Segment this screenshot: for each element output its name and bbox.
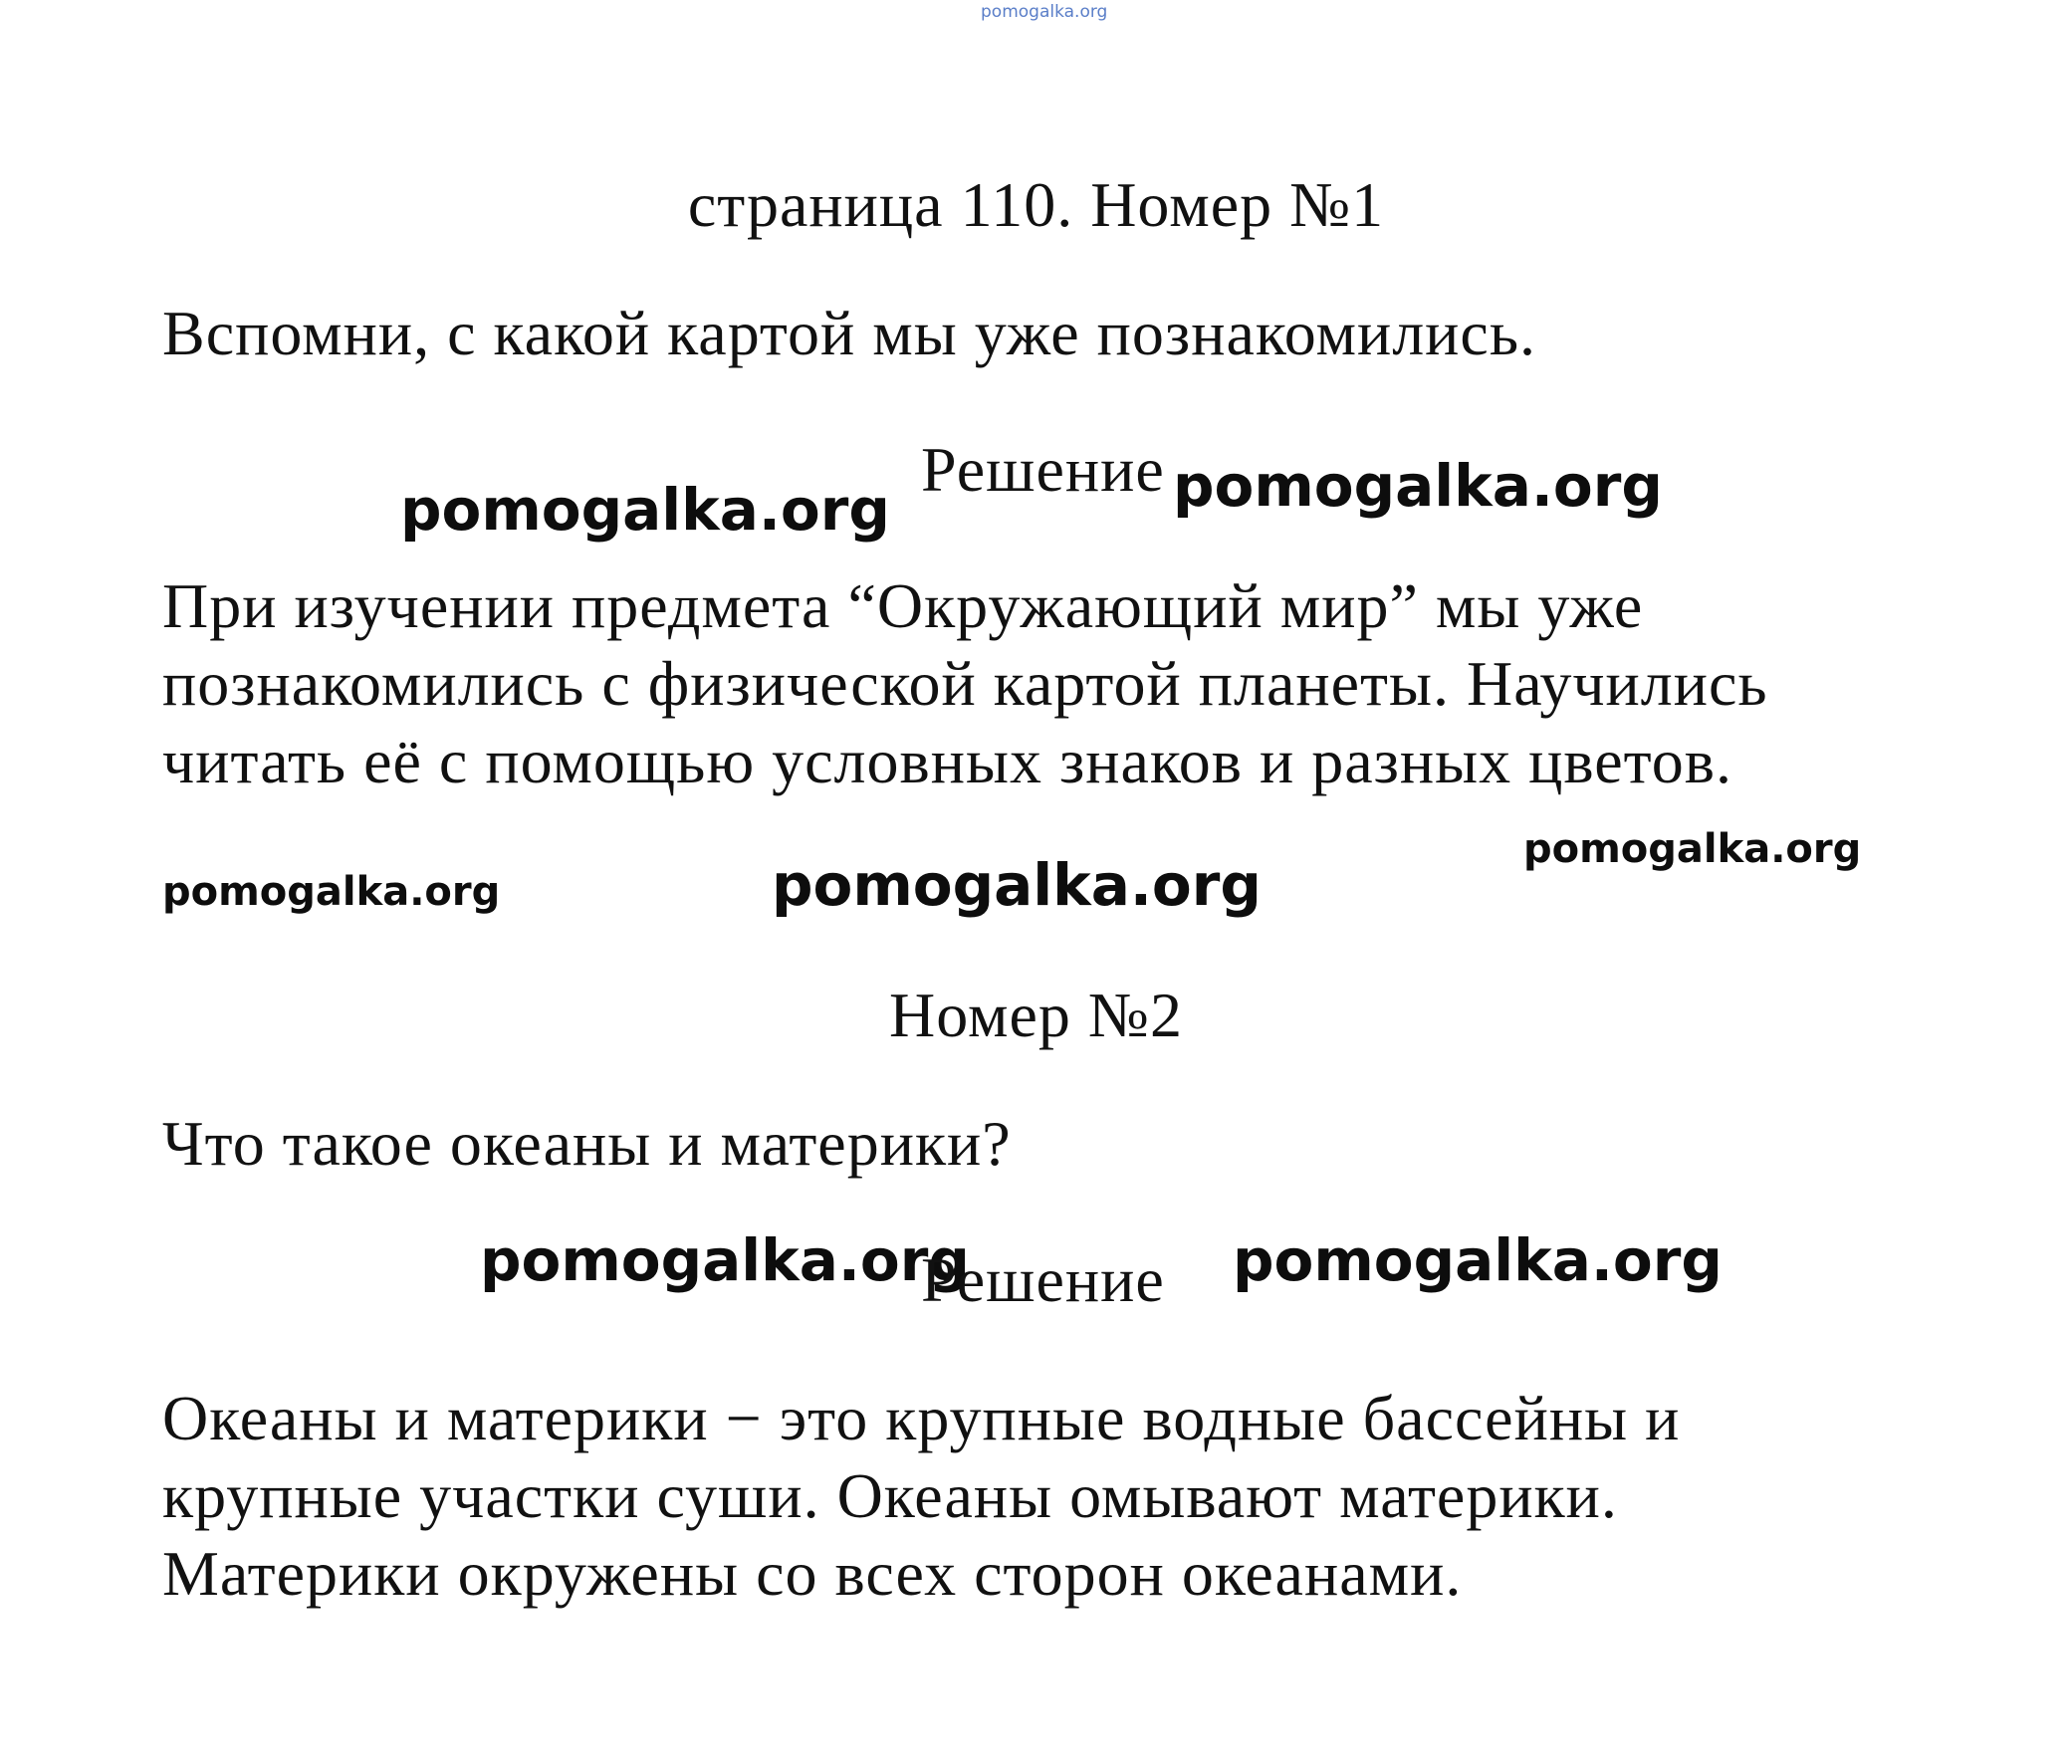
watermark-7: pomogalka.org xyxy=(1233,1226,1723,1294)
task1-solution-label: Решение xyxy=(921,434,1165,505)
task1-answer-line: познакомились с физической картой планеты. Научились xyxy=(162,648,1768,719)
watermark-1: pomogalka.org xyxy=(400,476,890,544)
task2-answer-line: Материки окружены со всех сторон океанами. xyxy=(162,1538,1463,1609)
task1-heading: страница 110. Номер №1 xyxy=(687,169,1385,240)
watermark-4: pomogalka.org xyxy=(162,869,501,915)
task2-solution-label: Решение xyxy=(921,1244,1165,1315)
header-watermark: pomogalka.org xyxy=(981,2,1108,22)
task1-answer-line: При изучении предмета “Окружающий мир” мы уже xyxy=(162,570,1644,641)
watermark-5: pomogalka.org xyxy=(772,851,1262,919)
task2-answer-line: Океаны и материки − это крупные водные бассейны и xyxy=(162,1383,1681,1453)
watermark-3: pomogalka.org xyxy=(1523,826,1862,872)
task2-answer-line: крупные участки суши. Океаны омывают материки. xyxy=(162,1460,1618,1531)
task1-question: Вспомни, с какой картой мы уже познакомились. xyxy=(162,298,1536,368)
watermark-6: pomogalka.org xyxy=(480,1226,970,1294)
task2-question: Что такое океаны и материки? xyxy=(162,1108,1012,1179)
task2-heading: Номер №2 xyxy=(889,980,1183,1050)
task1-answer-line: читать её с помощью условных знаков и разных цветов. xyxy=(162,726,1732,796)
watermark-2: pomogalka.org xyxy=(1173,452,1663,520)
